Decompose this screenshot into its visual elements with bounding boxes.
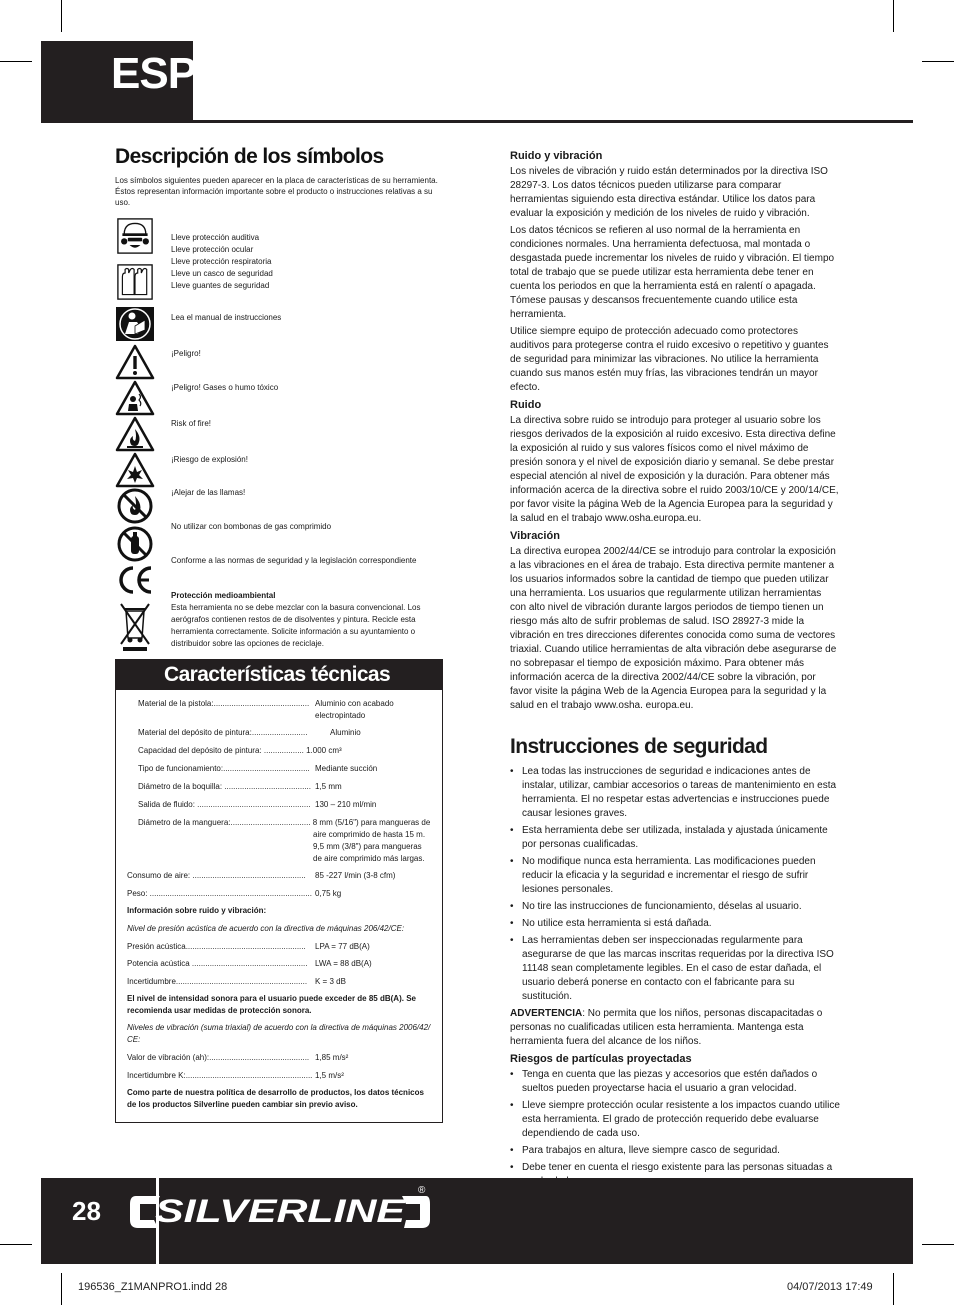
silverline-logo	[130, 1186, 430, 1236]
list-item: • No tire las instrucciones de funcionamiento, déselas al usuario.	[510, 900, 840, 914]
spec-label: Material de la pistola:...........................................	[138, 699, 310, 708]
symbols-intro: Los símbolos siguientes pueden aparecer en la placa de características de su herramienta. Éstos representan información importante sobre el producto o instrucciones relativas a su uso.	[115, 176, 438, 207]
spec-value: aire comprimido de hasta 15 m. 9,5 mm (3/8") para mangueras de aire comprimido más largas.	[313, 830, 426, 863]
ppe-helmet-label: Lleve un casco de seguridad	[171, 269, 273, 278]
no-gas-cylinder-icon	[115, 526, 155, 562]
crop-mark	[922, 1244, 954, 1245]
no-flames-icon	[115, 488, 155, 524]
toxic-label: ¡Peligro! Gases o humo tóxico	[171, 383, 279, 392]
spec-value: 85 -227 l/min (3-8 cfm)	[315, 871, 396, 880]
particles-list	[510, 1068, 840, 1189]
spec-value: Mediante succión	[315, 764, 378, 773]
safety-title: Instrucciones de seguridad	[510, 735, 768, 758]
spec-value: 1,85 m/s²	[315, 1053, 349, 1062]
fire-label: Risk of fire!	[171, 419, 212, 428]
ce-label: Conforme a las normas de seguridad y la legislación correspondiente	[171, 556, 417, 565]
explosion-label: ¡Riesgo de explosión!	[171, 455, 248, 464]
date-slug: 04/07/2013 17:49	[787, 1281, 873, 1293]
vibracion-paragraph: La directiva europea 2002/44/CE se introdujo para controlar la exposición a las vibraciones en el área de trabajo. Esta directiva permite mantener a los usuarios informados sobre la cantidad de tiempo que pueden utilizar una herramienta. Los usuarios que regularmente utilizan herramientas con alto nivel de vibración durante largos periodos de tiempo tienen un riesgo más alto de sufrir problemas de salud. ISO 28927-3 mide la vibración en tres direcciones diferentes conocida como suma de vectores triaxial. Cuando utilice herramientas de alta vibración debe asegurarse de no sobrepasar el tiempo de exposición máximo. Para obtener más información acerca de la directiva 2002/44/CE sobre la vibración, por favor visite la página Web de la Agencia Europea para la seguridad y la salud en el trabajo www.osha. europa.eu.	[510, 546, 837, 711]
list-item: • Lea todas las instrucciones de seguridad e indicaciones antes de instalar, utilizar, cambiar accesorios o tareas de mantenimiento en esta herramienta. El no respetar estas advertencias e instrucciones puede causar lesiones graves.	[510, 765, 840, 821]
crop-mark	[922, 61, 954, 62]
language-tab	[41, 41, 197, 123]
spec-value: 1,5 mm	[315, 782, 342, 791]
crop-mark	[893, 0, 894, 32]
symbol-environment	[115, 590, 445, 652]
symbols-section	[115, 145, 443, 208]
ppe-hearing-label: Lleve protección auditiva	[171, 233, 260, 242]
crop-mark	[0, 61, 32, 62]
noise-norm: Nivel de presión acústica de acuerdo con la directiva de máquinas 206/42/CE:	[127, 924, 405, 933]
page-number: 28	[72, 1196, 101, 1226]
warning-paragraph	[510, 1007, 840, 1049]
spec-label: Consumo de aire: ...................................................	[127, 871, 306, 880]
spec-value: Aluminio con acabado electropintado	[315, 699, 394, 720]
noise-vib-title: Ruido y vibración	[510, 150, 603, 162]
spec-value: Aluminio	[330, 728, 361, 737]
symbols-title: Descripción de los símbolos	[115, 145, 384, 168]
registered-mark: ®	[418, 1185, 426, 1196]
ppe-head-icon	[115, 218, 155, 254]
symbol-manual	[115, 306, 445, 342]
noise-vib-p1: Los niveles de vibración y ruido están determinados por la directiva ISO 28297-3. Los datos técnicos pueden utilizarse para comparar herramientas siguiendo esta directiva estándar. Utilice los datos para evaluar la exposición y medición de los niveles de ruido y vibración.	[510, 166, 828, 219]
spec-value: 0,75 kg	[315, 889, 342, 898]
list-item: • Tenga en cuenta que las piezas y accesorios que estén dañados o sueltos pueden proyectarse hacia el usuario a gran velocidad.	[510, 1068, 840, 1096]
safety-gloves-icon	[115, 264, 155, 300]
weee-bin-icon	[115, 600, 155, 652]
spec-value: 1,5 m/s²	[315, 1071, 344, 1080]
vibration-norm: Niveles de vibración (suma triaxial) de acuerdo con la directiva de máquinas 2006/42/ CE:	[127, 1023, 431, 1044]
symbol-fire	[115, 416, 445, 452]
right-column	[510, 150, 840, 1192]
spec-label: Salida de fluido: ...................................................	[138, 800, 311, 809]
tech-spec-box	[115, 659, 443, 1123]
crop-mark	[0, 1244, 32, 1245]
policy-note: Como parte de nuestra política de desarrollo de productos, los datos técnicos de los productos Silverline pueden cambiar sin previo aviso.	[127, 1088, 424, 1109]
tech-header	[116, 660, 442, 690]
spec-label: Tipo de funcionamiento:.......................................	[138, 764, 310, 773]
brand-name: SILVERLINE	[155, 1193, 408, 1229]
ruido-paragraph: La directiva sobre ruido se introdujo para proteger al usuario sobre los riesgos derivados de la exposición al ruido excesivo. Esta directiva define la exposición al ruido y sus valores físicos como el nivel máximo de presión sonora y el nivel de exposición diario y semanal. Se debe prestar especial atención al nivel de exposición y la duración. Para obtener más información acerca de la directiva sobre el ruido 2003/10/CE y 200/14/CE, por favor visite la página Web de la Agencia Europea para la seguridad y la salud en el trabajo www.osha.europa.eu.	[510, 415, 839, 524]
read-manual-icon	[115, 306, 155, 342]
noise-title: Información sobre ruido y vibración:	[127, 906, 267, 915]
env-title: Protección medioambiental	[171, 591, 276, 600]
manual-label: Lea el manual de instrucciones	[171, 313, 282, 322]
crop-mark	[61, 1273, 62, 1305]
env-text: Esta herramienta no se debe mezclar con la basura convencional. Los aerógrafos contienen restos de de disolventes y pintura. Recicle esta herramienta correctamente. Solicite información a su ayuntamiento o distribuidor sobre las opciones de reciclaje.	[171, 603, 421, 648]
list-item: • Debe tener en cuenta el riesgo existente para las personas situadas a	[510, 1161, 840, 1189]
explosion-icon	[115, 452, 155, 488]
list-item: • Para trabajos en altura, lleve siempre casco de seguridad.	[510, 1144, 840, 1158]
ppe-breathing-label: Lleve protección respiratoria	[171, 257, 272, 266]
crop-mark	[61, 0, 62, 32]
header-rule	[193, 120, 913, 123]
language-label: ESP	[111, 49, 197, 98]
noise-vib-p2: Los datos técnicos se refieren al uso normal de la herramienta en condiciones normales. Una herramienta defectuosa, mal montada o desgastada puede incrementar los niveles de ruido y vibración. El tiempo total de trabajo que se puede utilizar esta herramienta debe tener en cuenta los periodos en que la herramienta está en ralentí o apagada. Tómese pausas y descansos frecuentemente cuando utilice esta herramienta.	[510, 225, 835, 320]
crop-mark	[893, 1273, 894, 1305]
spec-label: Material del depósito de pintura:.........................	[138, 728, 308, 737]
symbol-toxic	[115, 380, 445, 416]
vibracion-title: Vibración	[510, 530, 560, 542]
symbol-explosion	[115, 452, 445, 488]
spec-value: LWA = 88 dB(A)	[315, 959, 372, 968]
spec-label: Diámetro de la boquilla: .......................................	[138, 782, 311, 791]
fire-risk-icon	[115, 416, 155, 452]
noise-vib-p3: Utilice siempre equipo de protección adecuado como protectores auditivos para protegerse contra el ruido excesivo o repetitivo y guantes de seguridad para minimizar las vibraciones. No utilice la herramienta cuando sus manos estén muy frías, las vibraciones tendrán un mayor efecto.	[510, 326, 829, 393]
spec-value: 130 – 210 ml/min	[315, 800, 377, 809]
spec-label: Incertidumbre K:.........................................................	[127, 1071, 313, 1080]
list-item: • Las herramientas deben ser inspeccionadas regularmente para asegurarse de que las marcas inscritas requeridas por la directiva ISO 11148 sean completamente legibles. En el caso de estar dañada, el usuario deberá ponerse en contacto con el fabricante para su sustitución.	[510, 934, 840, 1004]
warning-text: : No permita que los niños, personas discapacitadas o personas no cualificadas utilicen esta herramienta. Mantenga esta herramienta fuera del alcance de los niños.	[510, 1008, 823, 1047]
danger-label: ¡Peligro!	[171, 349, 201, 358]
spec-label: Diámetro de la manguera:.................................... 8 mm (5/16") para mangueras de	[138, 818, 431, 827]
spec-value: K = 3 dB	[315, 977, 346, 986]
warning-icon	[115, 344, 155, 380]
list-item: • No utilice esta herramienta si está dañada.	[510, 917, 840, 931]
no-gas-label: No utilizar con bombonas de gas comprimido	[171, 522, 332, 531]
spec-label: Capacidad del depósito de pintura: .................. 1.000 cm³	[138, 746, 342, 755]
file-slug: 196536_Z1MANPRO1.indd 28	[78, 1281, 228, 1293]
ppe-gloves-label: Lleve guantes de seguridad	[171, 281, 270, 290]
symbol-danger	[115, 344, 445, 380]
spec-label: Potencia acústica ....................................................	[127, 959, 308, 968]
ppe-eye-label: Lleve protección ocular	[171, 245, 254, 254]
tech-title: Características técnicas	[164, 663, 391, 686]
spec-label: Peso: .........................................................................	[127, 889, 312, 898]
spec-label: Valor de vibración (ah):.............................................	[127, 1053, 310, 1062]
spec-value: LPA = 77 dB(A)	[315, 942, 370, 951]
warning-label: ADVERTENCIA	[510, 1008, 583, 1019]
list-item: • No modifique nunca esta herramienta. Las modificaciones pueden reducir la eficacia y la seguridad e incrementar el riesgo de sufrir lesiones personales.	[510, 855, 840, 897]
particles-title: Riesgos de partículas proyectadas	[510, 1053, 692, 1065]
spec-label: Presión acústica......................................................	[127, 942, 306, 951]
noise-warning: El nivel de intensidad sonora para el usuario puede exceder de 85 dB(A). Se recomienda usar medidas de protección sonora.	[127, 994, 416, 1015]
toxic-fumes-icon	[115, 380, 155, 416]
symbol-ppe	[115, 218, 445, 304]
symbol-no-flames	[115, 488, 445, 524]
no-flames-label: ¡Alejar de las llamas!	[171, 488, 246, 497]
spec-label: Incertidumbre...........................................................	[127, 977, 308, 986]
ruido-title: Ruido	[510, 399, 542, 411]
safety-list	[510, 765, 840, 1004]
list-item: • Lleve siempre protección ocular resistente a los impactos cuando utilice esta herramienta. El grado de protección requerido debe evaluarse dependiendo de cada uso.	[510, 1099, 840, 1141]
list-item: • Esta herramienta debe ser utilizada, instalada y ajustada únicamente por personas cualificadas.	[510, 824, 840, 852]
